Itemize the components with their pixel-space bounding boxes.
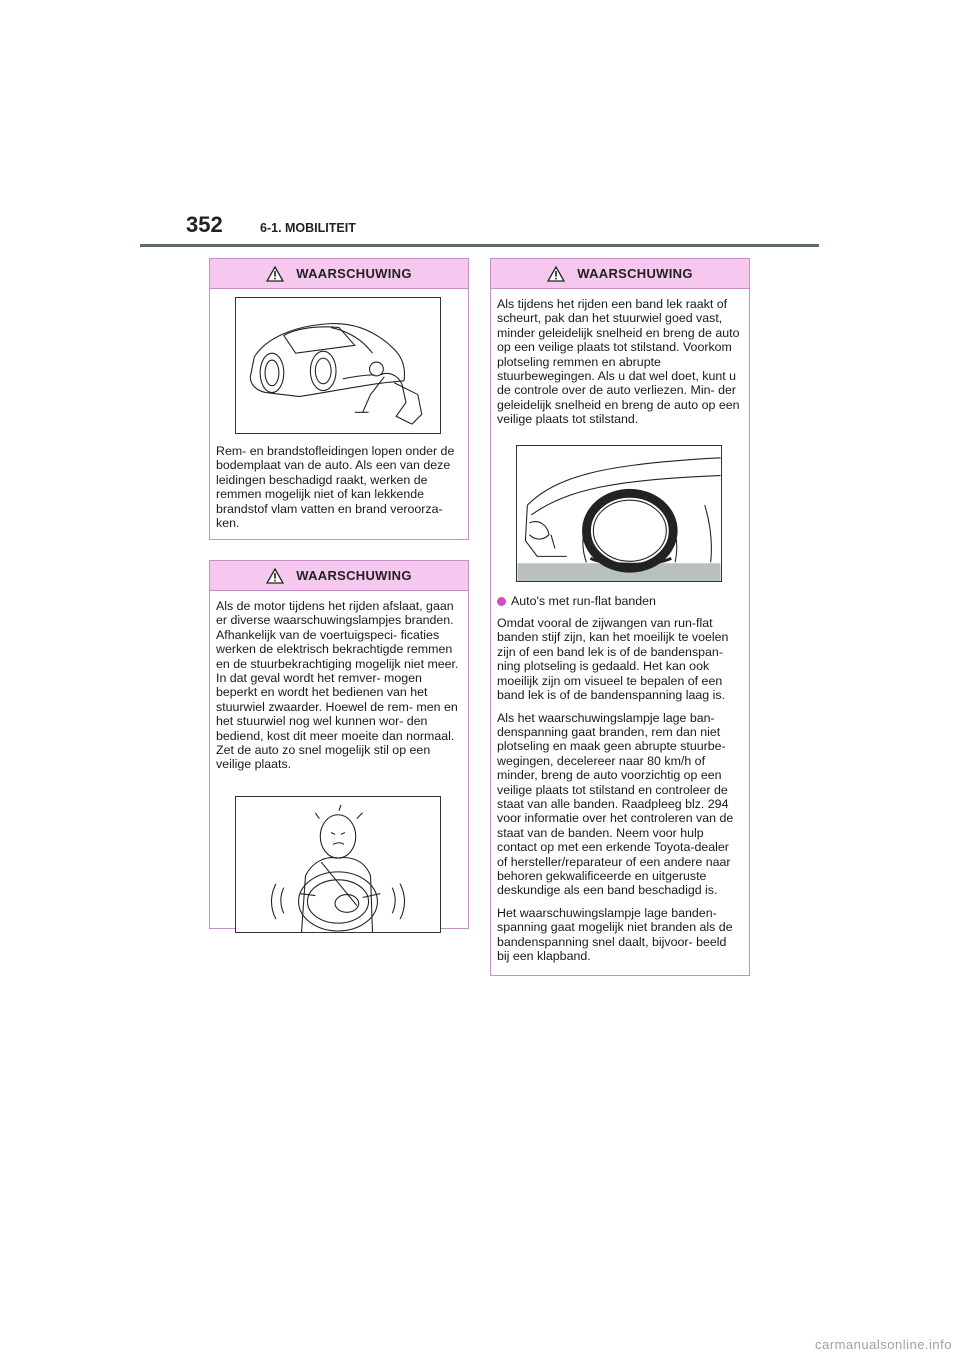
bullet-run-flat bbox=[497, 594, 741, 608]
page-number: 352 bbox=[186, 212, 223, 237]
section-title: 6-1. MOBILITEIT bbox=[260, 221, 356, 235]
illustration-driver-stiff-steering bbox=[235, 796, 441, 933]
warning-header bbox=[210, 561, 468, 591]
warning-box-underbody bbox=[209, 258, 469, 540]
warning-triangle-icon bbox=[266, 266, 284, 282]
warning-paragraph-1: Als tijdens het rijden een band lek raakt of scheurt, pak dan het stuurwiel goed vast, minder geleidelijk snelheid en breng de auto op een veilige plaats tot stilstand. Voorkom plotseling remmen en abrupte stuurbewegingen. Als u dat wel doet, kunt u de controle over de auto verliezen. Min- der geleidelijk snelheid en breng de auto op een veilige plaats tot stilstand. bbox=[497, 297, 740, 427]
warning-header bbox=[491, 259, 749, 289]
warning-title: WAARSCHUWING bbox=[296, 568, 412, 583]
bullet-icon bbox=[497, 597, 506, 606]
warning-title: WAARSCHUWING bbox=[296, 266, 412, 281]
warning-text: Als de motor tijdens het rijden afslaat, gaan er diverse waarschuwingslampjes branden. Afhankelijk van de voertuigspeci- ficaties werken de elektrisch bekrachtigde remmen en de stuurbekrachtiging mogelijk niet meer. In dat geval wordt het remver- mogen beperkt en wordt het bedienen van het stuurwiel zwaarder. Hoewel de rem- men en het stuurwiel nog wel kunnen wor- den bediend, kost dit meer moeite dan normaal. Zet de auto zo snel mogelijk stil op een veilige plaats. bbox=[216, 599, 459, 772]
warning-paragraph-2: Omdat vooral de zijwangen van run-flat banden stijf zijn, kan het moeilijk te voelen zijn of een band lek is of de bandenspan- ning plotseling is gedaald. Het kan ook moeilijk zijn om visueel te bepalen of een band lek is of de bandenspanning laag is. bbox=[497, 616, 729, 703]
warning-text: Rem- en brandstofleidingen lopen onder de bodemplaat van de auto. Als een van deze leidingen beschadigd raakt, werken de remmen mogelijk niet of kan lekkende brandstof vlam vatten en brand veroorza- ken. bbox=[216, 444, 455, 531]
header-rule bbox=[140, 244, 819, 247]
warning-paragraph-4: Het waarschuwingslampje lage banden- spanning gaat mogelijk niet branden als de bandenspanning snel daalt, bijvoor- beeld bij een klapband. bbox=[497, 905, 733, 963]
warning-header bbox=[210, 259, 468, 289]
warning-box-engine-stall bbox=[209, 560, 469, 929]
illustration-person-inspecting-car bbox=[235, 297, 441, 434]
bullet-label: Auto's met run-flat banden bbox=[511, 593, 656, 608]
warning-box-flat-tire bbox=[490, 258, 750, 976]
warning-triangle-icon bbox=[266, 568, 284, 584]
warning-triangle-icon bbox=[547, 266, 565, 282]
watermark: carmanualsonline.info bbox=[815, 1337, 952, 1352]
warning-title: WAARSCHUWING bbox=[577, 266, 693, 281]
illustration-run-flat-tire bbox=[516, 445, 722, 582]
warning-paragraph-3: Als het waarschuwingslampje lage ban- denspanning gaat branden, rem dan niet plotseling en maak geen abrupte stuurbe- wegingen, decelereer naar 80 km/h of minder, breng de auto voorzichtig op een veilige plaats tot stilstand en controleer de staat van alle banden. Raadpleeg blz. 294 voor informatie over het controleren van de staat van de banden. Neem voor hulp contact op met een erkende Toyota-dealer of hersteller/reparateur of een andere naar behoren gekwalificeerde en uitgeruste deskundige als een band beschadigd is. bbox=[497, 710, 734, 898]
